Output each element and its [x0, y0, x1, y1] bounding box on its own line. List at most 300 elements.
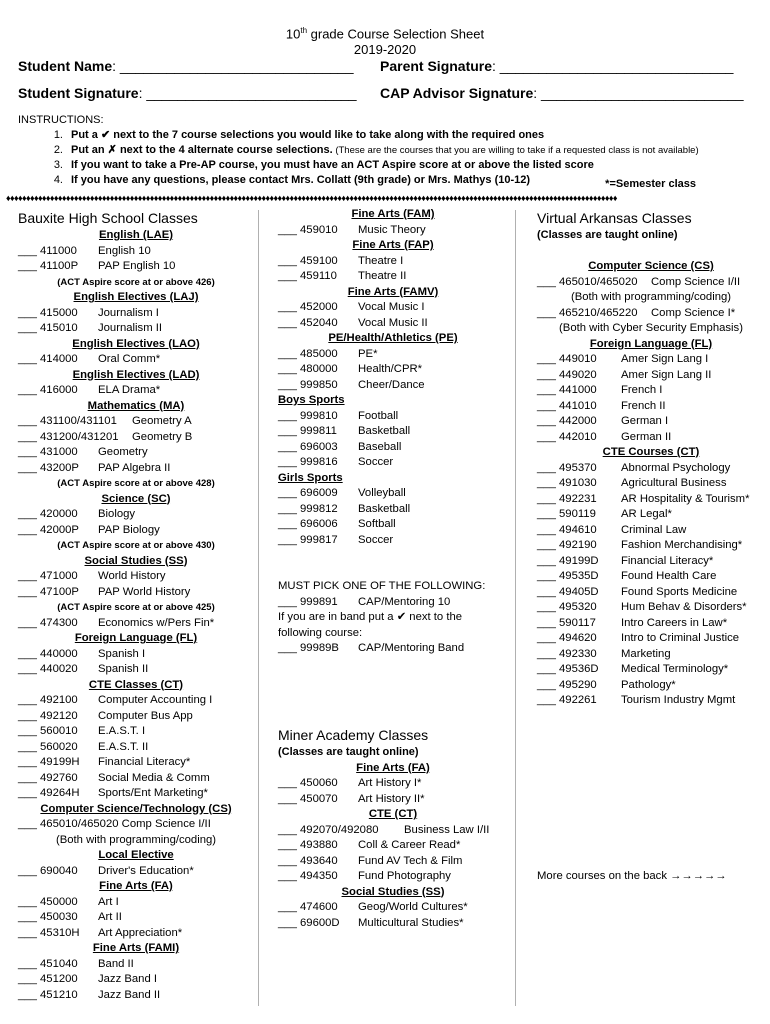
section-header: Foreign Language (FL)	[74, 632, 198, 644]
section-header: Mathematics (MA)	[87, 399, 185, 412]
course-row[interactable]	[278, 595, 508, 611]
selection-blank[interactable]: ___	[278, 870, 297, 882]
course-code: 450000	[40, 895, 78, 908]
course-code: 49199D	[559, 554, 599, 567]
selection-blank[interactable]: ___	[18, 663, 37, 675]
course-name: PAP English 10	[98, 260, 176, 272]
selection-blank[interactable]: ___	[278, 347, 297, 360]
course-name: Intro Careers in Law*	[621, 616, 728, 629]
course-row[interactable]	[18, 724, 254, 740]
course-name: AR Hospitality & Tourism*	[621, 492, 750, 505]
section-header: Science (SC)	[101, 492, 171, 505]
course-code: 495290	[559, 678, 597, 691]
instruction-number: 4.	[53, 174, 63, 186]
selection-blank[interactable]: ___	[18, 446, 37, 458]
selection-blank[interactable]: ___	[537, 275, 556, 288]
course-code: 452000	[300, 301, 338, 313]
course-code: 465010/465020	[559, 275, 638, 288]
course-row[interactable]	[278, 869, 508, 885]
course-row[interactable]	[18, 817, 254, 833]
selection-blank[interactable]: ___	[278, 378, 297, 391]
course-row[interactable]	[18, 321, 254, 337]
selection-blank[interactable]: ___	[18, 895, 37, 908]
course-name: German II	[621, 430, 672, 443]
selection-blank[interactable]: ___	[18, 725, 37, 737]
course-row[interactable]	[537, 662, 765, 678]
course-row[interactable]	[18, 709, 254, 725]
course-row[interactable]	[278, 223, 508, 239]
selection-blank[interactable]: ___	[278, 409, 297, 422]
selection-blank[interactable]: ___	[278, 425, 297, 437]
instruction-item	[18, 158, 699, 173]
course-name: Hum Behav & Disorders*	[621, 601, 747, 613]
course-row[interactable]	[278, 776, 508, 792]
course-code: 495320	[559, 601, 597, 613]
course-name: PAP World History	[98, 585, 191, 598]
course-row[interactable]	[537, 507, 765, 523]
course-row[interactable]	[18, 244, 254, 260]
course-name: Jazz Band I	[98, 973, 158, 985]
course-row[interactable]	[18, 786, 254, 802]
course-code: 415010	[40, 322, 78, 334]
selection-blank[interactable]: ___	[18, 244, 37, 257]
course-row[interactable]	[18, 306, 254, 322]
section-header: English (LAE)	[98, 229, 174, 241]
course-code: 414000	[40, 353, 78, 365]
course-row[interactable]	[537, 600, 765, 616]
column-divider-left	[258, 210, 259, 1006]
course-code: 493880	[300, 839, 338, 851]
course-name: Amer Sign Lang I	[621, 353, 709, 365]
course-row[interactable]	[278, 823, 508, 839]
selection-blank[interactable]: ___	[537, 368, 556, 381]
course-row[interactable]	[537, 647, 765, 663]
course-row[interactable]	[537, 678, 765, 694]
course-row[interactable]	[278, 316, 508, 332]
course-row[interactable]	[18, 864, 254, 880]
course-code: 411000	[40, 244, 77, 257]
selection-blank[interactable]: ___	[18, 787, 37, 799]
course-row[interactable]	[537, 461, 765, 477]
course-code: 999812	[300, 502, 338, 515]
selection-blank[interactable]: ___	[278, 901, 297, 913]
course-code: 449020	[559, 368, 597, 381]
selection-blank[interactable]: ___	[18, 988, 37, 1001]
course-row[interactable]	[18, 414, 254, 430]
course-name: PAP Algebra II	[98, 461, 171, 474]
selection-blank[interactable]: ___	[278, 270, 297, 282]
course-name: Spanish II	[98, 663, 149, 675]
virtual-column	[537, 209, 765, 709]
course-row[interactable]	[278, 641, 508, 657]
selection-blank[interactable]: ___	[18, 322, 37, 334]
course-row[interactable]	[18, 740, 254, 756]
diamond-divider: ♦♦♦♦♦♦♦♦♦♦♦♦♦♦♦♦♦♦♦♦♦♦♦♦♦♦♦♦♦♦♦♦♦♦♦♦♦♦♦♦♦♦♦♦♦♦♦♦♦♦♦♦♦♦♦♦♦♦♦♦♦♦♦♦♦♦♦♦♦♦♦♦♦♦♦♦♦♦♦♦♦♦♦♦♦♦♦♦♦♦♦♦♦♦♦♦♦♦♦♦♦♦♦♦♦♦♦♦♦♦♦♦♦♦♦♦♦♦♦♦♦♦♦♦♦♦♦♦♦♦♦♦♦♦♦♦♦♦♦♦♦♦♦♦♦♦♦♦♦♦♦♦♦	[6, 193, 617, 203]
course-code: 491030	[559, 477, 597, 489]
course-name: World History	[98, 570, 166, 582]
course-row[interactable]	[18, 259, 254, 275]
selection-blank[interactable]: ___	[18, 957, 37, 970]
section-header: Fine Arts (FAP)	[352, 239, 434, 251]
course-name: Amer Sign Lang II	[621, 368, 712, 381]
selection-blank[interactable]: ___	[537, 430, 556, 443]
selection-blank[interactable]: ___	[537, 461, 556, 474]
selection-blank[interactable]: ___	[537, 539, 556, 551]
course-row[interactable]	[278, 792, 508, 808]
course-row[interactable]	[278, 300, 508, 316]
course-name: Tourism Industry Mgmt	[621, 694, 736, 706]
selection-blank[interactable]: ___	[18, 306, 37, 319]
course-name: Art Appreciation*	[98, 926, 183, 939]
course-code: 999891	[300, 595, 338, 608]
course-row[interactable]	[537, 538, 765, 554]
selection-blank[interactable]: ___	[537, 508, 556, 520]
course-code: 474600	[300, 901, 338, 913]
bauxite-column	[18, 209, 254, 1003]
course-row[interactable]	[278, 362, 508, 378]
course-name: Marketing	[621, 647, 671, 660]
course-row[interactable]	[278, 502, 508, 518]
course-name: Pathology*	[621, 678, 676, 691]
course-code: 492760	[40, 771, 78, 784]
selection-blank[interactable]: ___	[278, 254, 297, 267]
course-row[interactable]	[537, 430, 765, 446]
course-note: If you are in band put a ✔ next to the	[278, 611, 463, 623]
course-code: 450030	[40, 911, 78, 923]
course-name: Art History II*	[358, 792, 425, 805]
section-header: Local Elective	[98, 849, 174, 861]
selection-blank[interactable]: ___	[18, 570, 37, 582]
course-row[interactable]	[537, 368, 765, 384]
selection-blank[interactable]: ___	[537, 678, 556, 691]
selection-blank[interactable]: ___	[18, 415, 37, 427]
selection-blank[interactable]: ___	[278, 363, 297, 375]
course-row[interactable]	[278, 486, 508, 502]
course-code: 494350	[300, 870, 338, 882]
course-code: 49199H	[40, 756, 80, 768]
selection-blank[interactable]: ___	[278, 440, 297, 453]
course-code: 440000	[40, 647, 78, 660]
selection-blank[interactable]: ___	[278, 316, 297, 329]
course-row[interactable]	[18, 910, 254, 926]
course-code: 495370	[559, 461, 597, 474]
course-code: 440020	[40, 663, 78, 675]
selection-blank[interactable]: ___	[18, 818, 37, 830]
selection-blank[interactable]: ___	[537, 554, 556, 567]
selection-blank[interactable]: ___	[278, 502, 297, 515]
course-name: Basketball	[358, 502, 411, 515]
course-row[interactable]	[18, 383, 254, 399]
course-code: 449010	[559, 353, 597, 365]
selection-blank[interactable]: ___	[537, 415, 556, 427]
course-row[interactable]	[537, 631, 765, 647]
selection-blank[interactable]: ___	[537, 353, 556, 365]
miner-title: Miner Academy Classes	[278, 727, 429, 743]
selection-blank[interactable]: ___	[18, 756, 37, 768]
miner-column	[278, 726, 508, 931]
selection-blank[interactable]: ___	[18, 523, 37, 536]
course-row[interactable]	[278, 440, 508, 456]
course-name: E.A.S.T. II	[98, 740, 149, 753]
course-row[interactable]	[278, 900, 508, 916]
selection-blank[interactable]: ___	[278, 223, 297, 236]
section-header: Boys Sports	[278, 394, 345, 406]
course-row[interactable]	[278, 517, 508, 533]
course-row[interactable]	[18, 957, 254, 973]
selection-blank[interactable]: ___	[18, 771, 37, 784]
course-code: 49535D	[559, 570, 599, 582]
course-code: 69600D	[300, 916, 340, 929]
course-code: 696003	[300, 440, 338, 453]
selection-blank[interactable]: ___	[278, 487, 297, 499]
course-row[interactable]	[537, 275, 765, 291]
course-name: Journalism I	[98, 306, 159, 319]
student-name-field[interactable]: Student Name: ______________________________	[18, 58, 354, 74]
course-row[interactable]	[18, 693, 254, 709]
section-header: Fine Arts (FA)	[99, 880, 173, 892]
selection-blank[interactable]: ___	[278, 642, 297, 654]
course-row[interactable]	[278, 838, 508, 854]
instruction-item	[18, 173, 699, 188]
parent-signature-field[interactable]: Parent Signature: ______________________________	[380, 58, 734, 74]
course-code: 459100	[300, 254, 338, 267]
course-name: Comp Science I*	[651, 306, 736, 319]
course-row[interactable]	[537, 476, 765, 492]
virtual-course-list	[537, 244, 765, 709]
course-row[interactable]	[278, 269, 508, 285]
course-code: 492190	[559, 539, 597, 551]
course-name: Sports/Ent Marketing*	[98, 787, 208, 799]
course-row[interactable]	[278, 409, 508, 425]
selection-blank[interactable]: ___	[537, 492, 556, 505]
course-row[interactable]	[537, 616, 765, 632]
selection-blank[interactable]: ___	[537, 663, 556, 675]
selection-blank[interactable]: ___	[18, 973, 37, 985]
course-row[interactable]	[18, 461, 254, 477]
course-row[interactable]	[278, 854, 508, 870]
course-code: 480000	[300, 363, 338, 375]
selection-blank[interactable]: ___	[278, 777, 297, 789]
course-row[interactable]	[18, 755, 254, 771]
course-name: Spanish I	[98, 647, 146, 660]
selection-blank[interactable]: ___	[18, 911, 37, 923]
selection-blank[interactable]: ___	[278, 456, 297, 468]
selection-blank[interactable]: ___	[537, 523, 556, 536]
course-row[interactable]	[18, 647, 254, 663]
spacer	[537, 244, 765, 260]
course-code: 999811	[300, 425, 337, 437]
section-header: Fine Arts (FAMV)	[347, 285, 439, 298]
course-row[interactable]	[18, 972, 254, 988]
selection-blank[interactable]: ___	[18, 616, 37, 629]
sheet-title: 10th grade Course Selection Sheet	[285, 26, 485, 42]
selection-blank[interactable]: ___	[18, 926, 37, 939]
course-name: Abnormal Psychology	[621, 461, 731, 474]
selection-blank[interactable]: ___	[18, 384, 37, 396]
selection-blank[interactable]: ___	[278, 823, 297, 836]
course-code: 690040	[40, 864, 78, 877]
course-row[interactable]	[18, 352, 254, 368]
selection-blank[interactable]: ___	[18, 694, 37, 706]
course-code: 999810	[300, 409, 338, 422]
course-row[interactable]	[18, 507, 254, 523]
selection-blank[interactable]: ___	[278, 839, 297, 851]
selection-blank[interactable]: ___	[537, 585, 556, 598]
selection-blank[interactable]: ___	[537, 306, 556, 319]
course-name: Baseball	[358, 440, 402, 453]
selection-blank[interactable]: ___	[18, 864, 37, 877]
course-row[interactable]	[537, 306, 765, 322]
course-row[interactable]	[278, 424, 508, 440]
selection-blank[interactable]: ___	[537, 632, 556, 644]
selection-blank[interactable]: ___	[18, 508, 37, 520]
selection-blank[interactable]: ___	[18, 461, 37, 474]
course-code: 49264H	[40, 787, 80, 799]
course-row[interactable]	[18, 430, 254, 446]
course-code: 474300	[40, 616, 78, 629]
course-row[interactable]	[537, 569, 765, 585]
selection-blank[interactable]: ___	[278, 595, 297, 608]
course-name: Journalism II	[98, 322, 163, 334]
course-code: 590117	[559, 616, 596, 629]
course-row[interactable]	[18, 895, 254, 911]
course-name: Social Media & Comm	[98, 771, 210, 784]
selection-blank[interactable]: ___	[278, 518, 297, 530]
section-header: CTE Courses (CT)	[602, 446, 700, 458]
section-header: English Electives (LAJ)	[73, 291, 199, 303]
course-name: Comp Science I/II	[651, 275, 741, 288]
course-row[interactable]	[537, 399, 765, 415]
course-note: (Both with programming/coding)	[570, 291, 732, 303]
course-name: Jazz Band II	[98, 988, 161, 1001]
course-name: Art I	[98, 895, 119, 908]
selection-blank[interactable]: ___	[537, 384, 556, 396]
selection-blank[interactable]: ___	[537, 694, 556, 706]
course-row[interactable]	[18, 616, 254, 632]
course-code: 442010	[559, 430, 597, 443]
selection-blank[interactable]: ___	[278, 533, 297, 546]
selection-blank[interactable]: ___	[18, 740, 37, 753]
cap-advisor-signature-field[interactable]: CAP Advisor Signature: __________________________	[380, 85, 744, 101]
selection-blank[interactable]: ___	[537, 477, 556, 489]
course-row[interactable]	[18, 585, 254, 601]
course-name: Fashion Merchandising*	[621, 539, 743, 551]
selection-blank[interactable]: ___	[537, 647, 556, 660]
course-code: 999850	[300, 378, 338, 391]
course-code: 492120	[40, 709, 78, 722]
course-name: Geometry	[98, 446, 148, 458]
course-code: 99989B	[300, 642, 339, 654]
course-row[interactable]	[278, 254, 508, 270]
instruction-note: (These are the courses that you are willing to take if a requested class is not available)	[332, 145, 699, 156]
section-header: Fine Arts (FAMI)	[92, 942, 180, 954]
course-code: 494620	[559, 632, 597, 644]
course-name: Band II	[98, 957, 134, 970]
selection-blank[interactable]: ___	[18, 260, 37, 272]
selection-blank[interactable]: ___	[18, 353, 37, 365]
course-row[interactable]	[278, 378, 508, 394]
selection-blank[interactable]: ___	[537, 570, 556, 582]
course-name: Music Theory	[358, 223, 426, 236]
course-row[interactable]	[18, 662, 254, 678]
course-row[interactable]	[278, 347, 508, 363]
selection-blank[interactable]: ___	[18, 647, 37, 660]
course-name: Economics w/Pers Fin*	[98, 616, 215, 629]
virtual-subtitle: (Classes are taught online)	[537, 229, 678, 241]
selection-blank[interactable]: ___	[537, 601, 556, 613]
course-row[interactable]	[537, 585, 765, 601]
course-row[interactable]	[18, 926, 254, 942]
course-row[interactable]	[18, 523, 254, 539]
course-code: 441010	[559, 399, 597, 412]
section-header: Social Studies (SS)	[341, 885, 445, 898]
instruction-number: 1.	[53, 129, 63, 141]
course-code: 459010	[300, 223, 338, 236]
course-note: MUST PICK ONE OF THE FOLLOWING:	[278, 580, 486, 592]
course-row[interactable]	[537, 492, 765, 508]
selection-blank[interactable]: ___	[278, 792, 297, 805]
course-name: Driver's Education*	[98, 864, 194, 877]
course-row[interactable]	[18, 771, 254, 787]
course-name: Criminal Law	[621, 523, 687, 536]
student-signature-field[interactable]: Student Signature: ___________________________	[18, 85, 357, 101]
course-code: 485000	[300, 347, 338, 360]
course-row[interactable]	[537, 554, 765, 570]
course-row[interactable]	[537, 523, 765, 539]
school-year: 2019-2020	[353, 42, 417, 57]
course-row[interactable]	[278, 455, 508, 471]
course-code: 431100/431101	[40, 415, 117, 427]
course-code: 492330	[559, 647, 597, 660]
course-row[interactable]	[278, 916, 508, 932]
course-row[interactable]	[18, 988, 254, 1004]
spacer	[278, 548, 508, 564]
course-code: 45310H	[40, 926, 80, 939]
course-row[interactable]	[18, 569, 254, 585]
selection-blank[interactable]: ___	[278, 301, 297, 313]
semester-note: *=Semester class	[605, 178, 696, 190]
column-divider-right	[515, 210, 516, 1006]
course-row[interactable]	[278, 533, 508, 549]
course-name: Intro to Criminal Justice	[621, 632, 740, 644]
middle-column	[278, 207, 508, 657]
instruction-text: Put a ✔ next to the 7 course selections you would like to take along with the required ones	[71, 129, 545, 141]
selection-blank[interactable]: ___	[278, 854, 297, 867]
instruction-text: If you have any questions, please contact Mrs. Collatt (9th grade) or Mrs. Mathys (10-12)	[71, 174, 531, 186]
course-name: Computer Bus App	[98, 709, 193, 722]
course-row[interactable]	[537, 383, 765, 399]
selection-blank[interactable]: ___	[18, 709, 37, 722]
course-name: Soccer	[358, 533, 394, 546]
course-name: Vocal Music II	[358, 316, 428, 329]
course-name: Computer Accounting I	[98, 694, 213, 706]
selection-blank[interactable]: ___	[537, 616, 556, 629]
course-row[interactable]	[537, 414, 765, 430]
selection-blank[interactable]: ___	[537, 399, 556, 412]
course-row[interactable]	[537, 352, 765, 368]
selection-blank[interactable]: ___	[18, 585, 37, 598]
course-row[interactable]	[18, 445, 254, 461]
section-header: Computer Science (CS)	[588, 260, 714, 272]
course-code: 441000	[559, 384, 597, 396]
course-row[interactable]	[537, 693, 765, 709]
instructions-label: INSTRUCTIONS:	[18, 114, 104, 126]
course-code: 492100	[40, 694, 78, 706]
course-name: Basketball	[358, 425, 411, 437]
selection-blank[interactable]: ___	[18, 430, 37, 443]
course-name: Coll & Career Read*	[358, 839, 461, 851]
selection-blank[interactable]: ___	[278, 916, 297, 929]
